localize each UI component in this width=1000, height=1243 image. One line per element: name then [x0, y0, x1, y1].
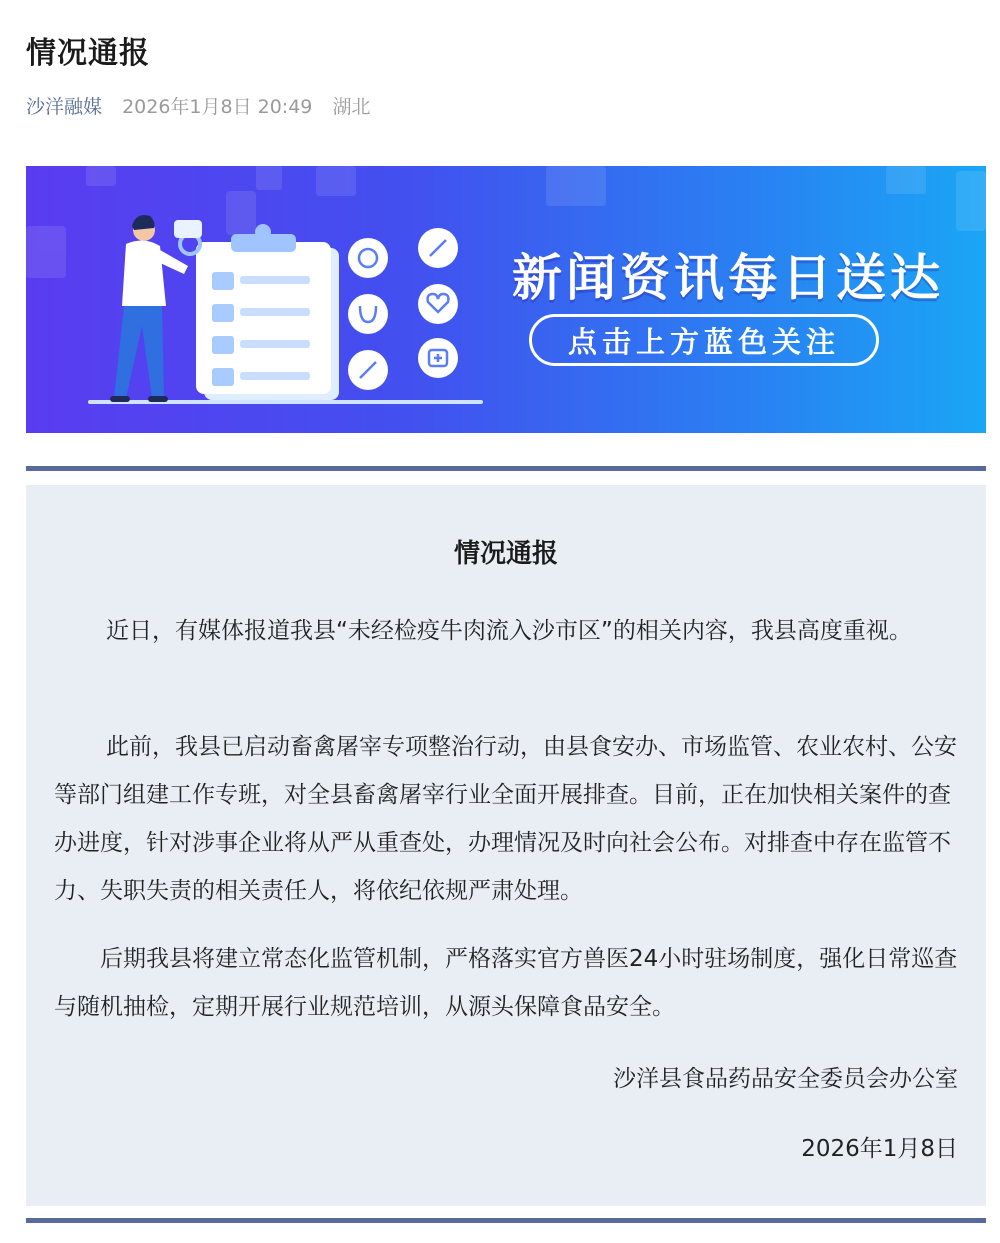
bottom-divider	[26, 1218, 986, 1223]
notice-paragraph-3: 后期我县将建立常态化监管机制，严格落实官方兽医24小时驻场制度，强化日常巡查与随机抽检，定期开展行业规范培训，从源头保障食品安全。	[54, 946, 958, 1020]
banner-image[interactable]	[26, 166, 986, 433]
article-meta	[26, 92, 370, 119]
doctor-figure	[110, 215, 202, 402]
publish-time: 2026年1月8日 20:49	[122, 96, 313, 118]
top-divider	[26, 466, 986, 471]
banner-headline: 新闻资讯每日送达	[512, 249, 944, 307]
ct-scan-icon	[348, 238, 388, 278]
banner-follow-pill: 点击上方蓝色关注	[529, 314, 879, 366]
notice-card	[26, 485, 986, 1206]
article-title: 情况通报	[26, 36, 150, 71]
notice-signature: 沙洋县食品药品安全委员会办公室	[613, 1066, 958, 1092]
notice-paragraph-2: 此前，我县已启动畜禽屠宰专项整治行动，由县食安办、市场监管、农业农村、公安等部门组建工作专班，对全县畜禽屠宰行业全面开展排查。目前，正在加快相关案件的查办进度，针对涉事企业将从严从重查处，办理情况及时向社会公布。对排查中存在监管不力、失职失责的相关责任人，将依纪依规严肃处理。	[54, 734, 957, 904]
notice-paragraph-1: 近日，有媒体报道我县“未经检疫牛肉流入沙市区”的相关内容，我县高度重视。	[106, 618, 912, 644]
clipboard-icon	[196, 224, 339, 400]
source-account-link[interactable]: 沙洋融媒	[26, 96, 103, 118]
heart-icon	[418, 284, 458, 324]
publish-location: 湖北	[332, 96, 371, 118]
notice-date: 2026年1月8日	[801, 1136, 958, 1162]
notice-title: 情况通报	[453, 539, 558, 569]
stethoscope-icon	[348, 294, 388, 334]
